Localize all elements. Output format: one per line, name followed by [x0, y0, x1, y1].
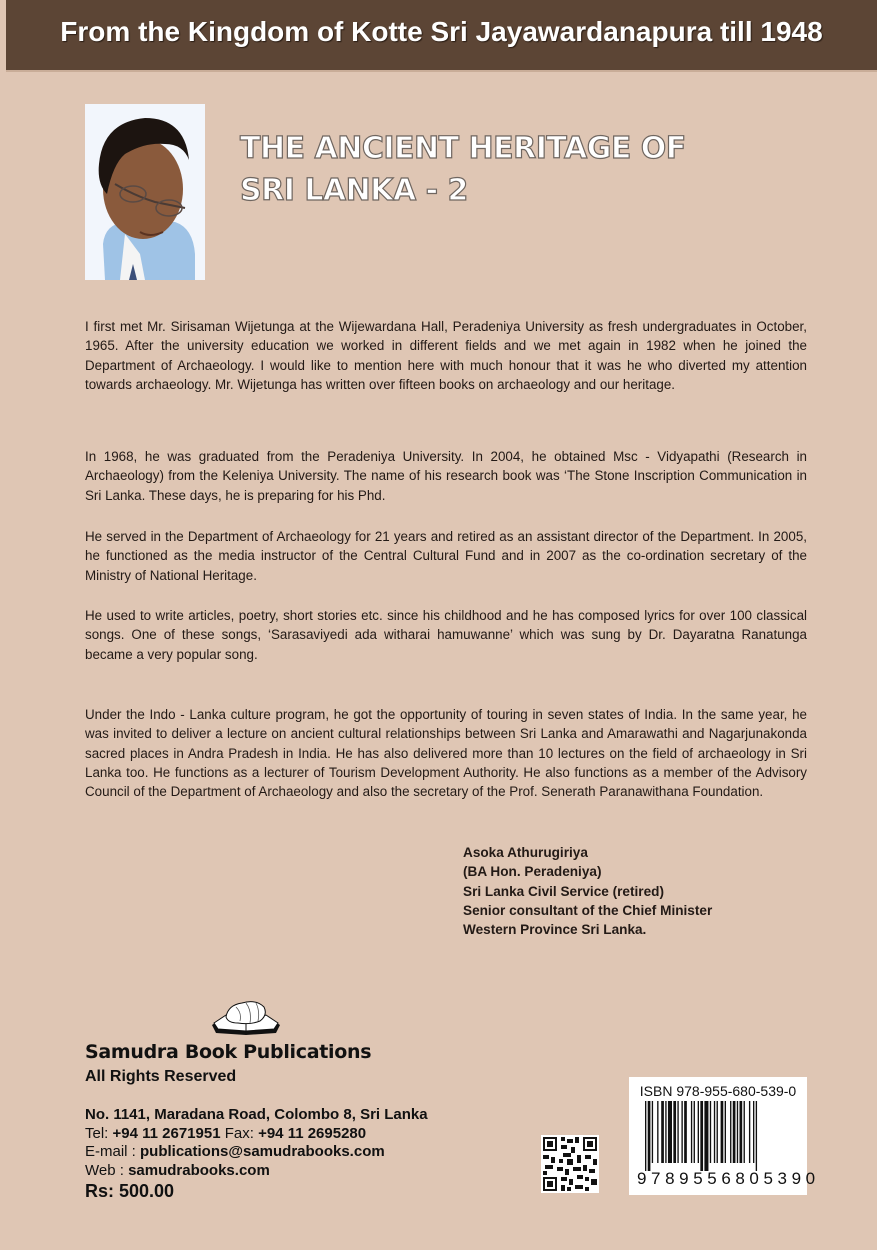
paragraph: I first met Mr. Sirisaman Wijetunga at the Wijewardana Hall, Peradeniya University as fresh undergraduates in October, 1965. After the university education we worked in different fields and we met again in 1982 when he joined the Department of Archaeology. I would like to mention here with much honour that it was he who diverted my attention towards archaeology. Mr. Wijetunga has written over fifteen books on archaeology and our heritage. — [85, 319, 807, 392]
publisher-logo — [210, 995, 282, 1039]
banner-text: From the Kingdom of Kotte Sri Jayawardanapura till 1948 — [60, 16, 823, 47]
tel-number: +94 11 2671951 — [112, 1124, 221, 1142]
isbn-barcode — [629, 1077, 820, 1195]
signature-block — [463, 843, 712, 939]
isbn-label: ISBN 978-955-680-539-0 — [639, 1083, 797, 1099]
barcode-digits: 9789556805390 — [637, 1169, 820, 1188]
title-line-2: SRI LANKA - 2 — [240, 173, 468, 208]
conch-shell-on-book-icon — [210, 995, 282, 1039]
address: No. 1141, Maradana Road, Colombo 8, Sri Lanka — [85, 1106, 428, 1123]
paragraph: He used to write articles, poetry, short stories etc. since his childhood and he has composed lyrics for over 100 classical songs. One of these songs, ‘Sarasaviyedi ada witharai hamuwanne’ which was sung by Dr. Dayaratna Ranatunga became a very popular song. — [85, 608, 807, 662]
barcode-bar — [730, 1101, 731, 1163]
barcode-bar — [668, 1101, 672, 1163]
barcode-bar — [710, 1101, 711, 1163]
barcode-bar — [645, 1101, 646, 1171]
barcode-bar — [698, 1101, 699, 1163]
barcode-bar — [733, 1101, 736, 1163]
barcode-bar — [700, 1101, 703, 1171]
barcode-bar — [756, 1101, 757, 1171]
barcode-bar — [740, 1101, 743, 1163]
author-portrait-icon — [85, 104, 205, 280]
barcode-bar — [661, 1101, 664, 1163]
barcode-bar — [648, 1101, 651, 1171]
barcode-bar — [744, 1101, 745, 1163]
barcode-bar — [681, 1101, 682, 1163]
author-photo — [85, 104, 205, 280]
signature-line: Sri Lanka Civil Service (retired) — [463, 883, 664, 899]
header-banner — [6, 0, 877, 72]
barcode-bar — [652, 1101, 653, 1163]
barcode-bar — [725, 1101, 726, 1163]
barcode-bar — [753, 1101, 754, 1163]
fax-number: +94 11 2695280 — [258, 1124, 367, 1142]
web-line: Web : samudrabooks.com — [85, 1161, 270, 1179]
barcode-bar — [717, 1101, 718, 1163]
signature-line: Western Province Sri Lanka. — [463, 922, 647, 938]
barcode-bar — [714, 1101, 715, 1163]
publisher-contact — [85, 1106, 428, 1202]
rights-notice: All Rights Reserved — [85, 1068, 237, 1085]
signature-name: Asoka Athurugiriya — [463, 845, 588, 860]
paragraph: In 1968, he was graduated from the Peradeniya University. In 2004, he obtained Msc - Vidyapathi (Research in Archaeology) from the Keleniya University. The name of his research book was ‘The Stone Inscription Communication in Sri Lanka. These days, he is preparing for his Phd. — [85, 449, 807, 503]
qr-code-icon — [541, 1135, 599, 1193]
paragraph: He served in the Department of Archaeology for 21 years and retired as an assistant director of the Department. In 2005, he functioned as the media instructor of the Central Cultural Fund and in 2007 as the co-ordination secretary of the Ministry of National Heritage. — [85, 529, 807, 583]
barcode-bar — [749, 1101, 750, 1163]
web-link[interactable]: samudrabooks.com — [128, 1161, 270, 1179]
book-title — [240, 128, 686, 212]
barcode-bar — [657, 1101, 658, 1163]
signature-line: Senior consultant of the Chief Minister — [463, 902, 713, 918]
barcode-bars-icon — [637, 1101, 801, 1171]
barcode-bar — [694, 1101, 695, 1163]
barcode-bar — [677, 1101, 678, 1163]
phone-line: Tel: +94 11 2671951 Fax: +94 11 2695280 — [85, 1124, 367, 1142]
title-line-1: THE ANCIENT HERITAGE OF — [240, 131, 686, 166]
price: Rs: 500.00 — [85, 1181, 175, 1201]
barcode-bar — [673, 1101, 676, 1163]
email-link[interactable]: publications@samudrabooks.com — [140, 1143, 385, 1160]
signature-line: (BA Hon. Peradeniya) — [463, 864, 602, 880]
barcode-bar — [737, 1101, 738, 1163]
email-line: E-mail : publications@samudrabooks.com — [85, 1143, 385, 1160]
barcode-bar — [704, 1101, 708, 1171]
barcode-bar — [684, 1101, 687, 1163]
barcode-bar — [691, 1101, 692, 1163]
barcode-bar — [721, 1101, 724, 1163]
publisher-name: Samudra Book Publications — [85, 1041, 372, 1063]
barcode-bar — [665, 1101, 666, 1163]
paragraph: Under the Indo - Lanka culture program, he got the opportunity of touring in seven states of India. In the same year, he was invited to deliver a lecture on ancient cultural relationships between Sri Lanka and Amarawathi and Nagarjunakonda sacred places in Andra Pradesh in India. He has also delivered more than 10 lectures on the field of archaeology in Sri Lanka too. He functions as a lecturer of Tourism Development Authority. He also functions as a member of the Advisory Council of the Department of Archaeology and also the secretary of the Prof. Senerath Paranawithana Foundation. — [85, 707, 807, 800]
